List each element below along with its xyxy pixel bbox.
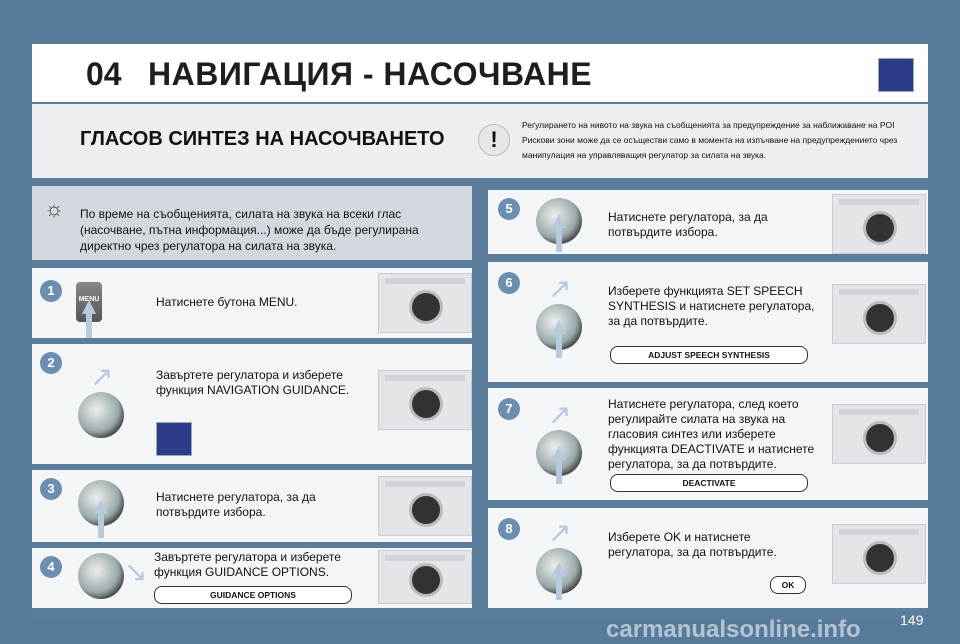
press-arrow-icon — [82, 300, 96, 338]
section-title: ГЛАСОВ СИНТЕЗ НА НАСОЧВАНЕТО — [80, 128, 445, 150]
control-knob — [78, 553, 124, 599]
navigation-logo-icon — [878, 58, 914, 92]
device-illustration-5 — [832, 194, 926, 254]
rotate-arrow-icon: ↗ — [548, 273, 572, 304]
menu-option-pill: ADJUST SPEECH SYNTHESIS — [610, 346, 808, 364]
control-knob — [78, 392, 124, 438]
press-arrow-icon — [552, 562, 566, 600]
rotate-arrow-icon: ↘ — [124, 556, 148, 587]
step-number-5: 5 — [498, 198, 520, 220]
step-text-2: Завъртете регулатора и изберете функция NAVIGATION GUIDANCE. — [156, 368, 350, 397]
page-number: 149 — [900, 612, 924, 628]
watermark: carmanualsonline.info — [606, 616, 861, 643]
device-illustration-2 — [378, 370, 472, 430]
menu-option-pill: DEACTIVATE — [610, 474, 808, 492]
page-title: НАВИГАЦИЯ - НАСОЧВАНЕ — [148, 56, 593, 92]
step-number-3: 3 — [40, 478, 62, 500]
step-text-3: Натиснете регулатора, за да потвърдите избора. — [156, 490, 316, 519]
press-arrow-icon — [552, 446, 566, 484]
step-number-6: 6 — [498, 272, 520, 294]
device-illustration-7 — [832, 404, 926, 464]
press-arrow-icon — [552, 320, 566, 358]
step-number-8: 8 — [498, 518, 520, 540]
menu-option-pill: OK — [770, 576, 806, 594]
press-arrow-icon — [94, 500, 108, 538]
menu-button-illustration: MENU — [76, 282, 102, 322]
rotate-arrow-icon: ↗ — [548, 399, 572, 430]
device-illustration-8 — [832, 524, 926, 584]
device-illustration-3 — [378, 476, 472, 536]
step-text-1: Натиснете бутона MENU. — [156, 295, 298, 309]
device-illustration-6 — [832, 284, 926, 344]
chapter-number: 04 — [86, 56, 122, 92]
step-text-6: Изберете функцията SET SPEECH SYNTHESIS и натиснете регулатора, за да потвърдите. — [608, 284, 815, 328]
tip-text: По време на съобщенията, силата на звука на всеки глас (насочване, пътна информация...) може да бъде регулирана директно чрез регулатора на силата на звука. — [80, 207, 419, 253]
step-number-1: 1 — [40, 280, 62, 302]
warning-text: Регулирането на нивото на звука на съобщенията за предупреждение за наближаване на POI Рискови зони може да се осъществи само в момента на изпъчване на предупреждението чрез манипулация на управляващия регулатор за силата на звука. — [522, 120, 898, 160]
device-illustration-4 — [378, 550, 472, 604]
step-text-7: Натиснете регулатора, след което регулирайте силата на звука на гласовия синтез или изберете функцията DEACTIVATE и натиснете регулатора, за да потвърдите. — [608, 397, 815, 471]
step-number-2: 2 — [40, 352, 62, 374]
step-number-7: 7 — [498, 398, 520, 420]
press-arrow-icon — [552, 214, 566, 252]
step-text-8: Изберете OK и натиснете регулатора, за да потвърдите. — [608, 530, 777, 559]
step-text-5: Натиснете регулатора, за да потвърдите избора. — [608, 210, 768, 239]
step-text-4: Завъртете регулатора и изберете функция GUIDANCE OPTIONS. — [154, 550, 341, 579]
tip-sun-icon: ☼ — [44, 196, 65, 221]
navigation-icon — [156, 422, 192, 456]
rotate-arrow-icon: ↗ — [90, 361, 114, 392]
menu-option-pill: GUIDANCE OPTIONS — [154, 586, 352, 604]
device-illustration-1 — [378, 273, 472, 333]
rotate-arrow-icon: ↗ — [548, 517, 572, 548]
warning-icon: ! — [478, 124, 510, 156]
step-number-4: 4 — [40, 556, 62, 578]
